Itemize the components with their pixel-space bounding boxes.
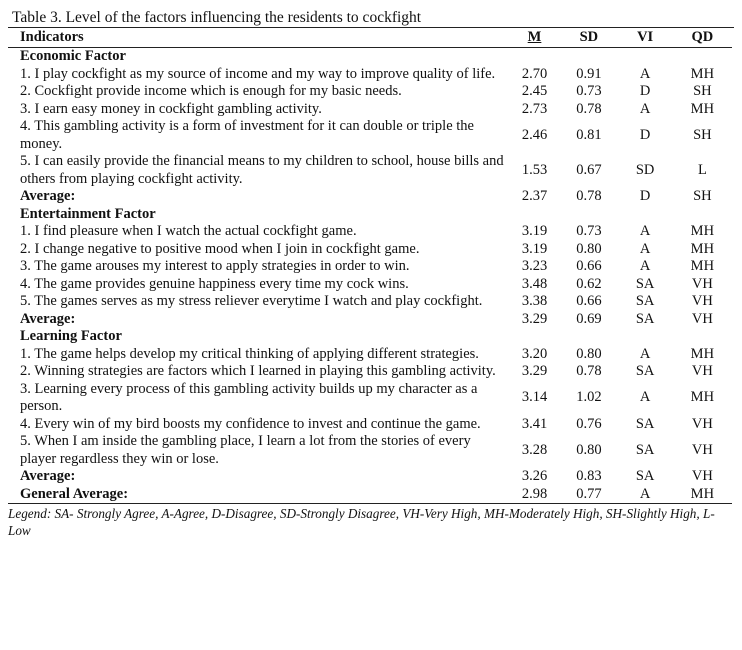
qd-value: VH bbox=[691, 468, 713, 484]
table-row bbox=[8, 258, 732, 276]
qd-value: VH bbox=[691, 363, 713, 379]
mean-value: 3.26 bbox=[521, 468, 548, 484]
table-row bbox=[8, 363, 732, 381]
vi-value: SD bbox=[635, 161, 655, 178]
table-row bbox=[8, 153, 732, 188]
qd-value: SH bbox=[693, 188, 712, 204]
header-qd: QD bbox=[673, 28, 732, 48]
vi-value: D bbox=[639, 126, 651, 143]
sd-value: 0.78 bbox=[576, 188, 602, 204]
mean-value: 3.14 bbox=[521, 389, 548, 406]
qd-value: SH bbox=[693, 126, 712, 143]
vi-value: A bbox=[639, 240, 651, 257]
table-caption: Table 3. Level of the factors influencing the residents to cockfight bbox=[8, 8, 734, 28]
average-row bbox=[8, 188, 732, 206]
qd-value: MH bbox=[690, 240, 715, 257]
section-title: Entertainment Factor bbox=[20, 205, 156, 222]
vi-value: SA bbox=[635, 293, 655, 309]
vi-value: SA bbox=[635, 441, 655, 458]
sd-value: 0.83 bbox=[576, 468, 602, 484]
qd-value: MH bbox=[690, 258, 715, 274]
sd-value: 0.91 bbox=[576, 65, 602, 82]
section-heading-row bbox=[8, 328, 732, 346]
table-row bbox=[8, 293, 732, 311]
vi-value: D bbox=[639, 188, 651, 204]
mean-value: 3.20 bbox=[521, 345, 548, 362]
qd-value: MH bbox=[690, 100, 715, 117]
vi-value: SA bbox=[635, 363, 655, 379]
average-row bbox=[8, 311, 732, 329]
indicator-text: 1. I find pleasure when I watch the actual cockfight game. bbox=[20, 223, 357, 239]
section-title: Learning Factor bbox=[20, 328, 122, 344]
table-row bbox=[8, 118, 732, 153]
section-title: Economic Factor bbox=[20, 48, 126, 64]
vi-value: A bbox=[639, 345, 651, 362]
qd-value: VH bbox=[691, 293, 713, 309]
qd-value: VH bbox=[691, 441, 713, 458]
mean-value: 2.70 bbox=[521, 65, 548, 82]
header-vi: VI bbox=[618, 28, 673, 48]
sd-value: 0.73 bbox=[576, 83, 602, 99]
indicator-text: Average: bbox=[20, 310, 76, 327]
vi-value: SA bbox=[635, 310, 655, 327]
table-row bbox=[8, 416, 732, 434]
mean-value: 2.73 bbox=[521, 100, 548, 117]
table-row bbox=[8, 276, 732, 294]
sd-value: 0.66 bbox=[576, 293, 602, 309]
header-sd: SD bbox=[560, 28, 617, 48]
section-heading-row bbox=[8, 48, 732, 66]
vi-value: A bbox=[639, 65, 651, 82]
mean-value: 2.45 bbox=[521, 83, 548, 99]
sd-value: 0.77 bbox=[560, 486, 617, 504]
sd-value: 0.69 bbox=[576, 310, 602, 327]
vi-value: A bbox=[639, 223, 651, 239]
mean-value: 3.28 bbox=[521, 441, 548, 458]
qd-value: VH bbox=[691, 310, 713, 327]
indicator-text: 3. The game arouses my interest to apply strategies in order to win. bbox=[20, 258, 410, 274]
table-row bbox=[8, 433, 732, 468]
table-row bbox=[8, 223, 732, 241]
sd-value: 0.80 bbox=[576, 345, 602, 362]
mean-value: 3.23 bbox=[521, 258, 548, 274]
mean-value: 2.46 bbox=[521, 126, 548, 143]
sd-value: 0.73 bbox=[576, 223, 602, 239]
indicator-text: General Average: bbox=[8, 486, 509, 504]
indicator-text: 5. I can easily provide the financial means to my children to school, house bills and others from playing cockfight activity. bbox=[20, 153, 504, 187]
qd-value: MH bbox=[690, 389, 715, 406]
table-row bbox=[8, 241, 732, 259]
qd-value: MH bbox=[673, 486, 732, 504]
mean-value: 3.19 bbox=[521, 223, 548, 239]
indicator-text: 5. The games serves as my stress reliever everytime I watch and play cockfight. bbox=[20, 293, 483, 309]
vi-value: A bbox=[639, 389, 651, 406]
qd-value: MH bbox=[690, 223, 715, 239]
qd-value: SH bbox=[693, 83, 712, 99]
section-heading-row bbox=[8, 206, 732, 224]
sd-value: 0.62 bbox=[576, 275, 602, 292]
vi-value: SA bbox=[635, 415, 655, 432]
mean-value: 3.29 bbox=[521, 310, 548, 327]
mean-value: 3.19 bbox=[521, 240, 548, 257]
vi-value: A bbox=[639, 100, 651, 117]
factors-table bbox=[8, 28, 732, 504]
general-average-row bbox=[8, 486, 732, 504]
mean-value: 3.48 bbox=[521, 275, 548, 292]
indicator-text: Average: bbox=[20, 468, 76, 484]
table-row bbox=[8, 381, 732, 416]
qd-value: L bbox=[697, 161, 707, 178]
indicator-text: 4. Every win of my bird boosts my confidence to invest and continue the game. bbox=[20, 415, 481, 432]
indicator-text: 4. The game provides genuine happiness every time my cock wins. bbox=[20, 275, 409, 292]
qd-value: MH bbox=[690, 65, 715, 82]
mean-value: 2.37 bbox=[521, 188, 548, 204]
sd-value: 0.78 bbox=[576, 363, 602, 379]
mean-value: 3.29 bbox=[521, 363, 548, 379]
qd-value: VH bbox=[691, 415, 713, 432]
vi-value: D bbox=[639, 83, 651, 99]
table-header-row bbox=[8, 28, 732, 48]
table-legend: Legend: SA- Strongly Agree, A-Agree, D-Disagree, SD-Strongly Disagree, VH-Very High, MH-Moderately High, SH-Slightly High, L-Low bbox=[8, 506, 715, 538]
indicator-text: Average: bbox=[20, 188, 76, 204]
table-row bbox=[8, 83, 732, 101]
sd-value: 0.76 bbox=[576, 415, 602, 432]
vi-value: A bbox=[618, 486, 673, 504]
sd-value: 0.81 bbox=[576, 126, 602, 143]
sd-value: 0.66 bbox=[576, 258, 602, 274]
vi-value: A bbox=[639, 258, 651, 274]
indicator-text: 5. When I am inside the gambling place, I learn a lot from the stories of every player regardless they win or lose. bbox=[20, 433, 471, 467]
sd-value: 0.78 bbox=[576, 100, 602, 117]
indicator-text: 3. I earn easy money in cockfight gambling activity. bbox=[20, 100, 322, 117]
header-indicators: Indicators bbox=[8, 28, 509, 48]
average-row bbox=[8, 468, 732, 486]
table-row bbox=[8, 101, 732, 119]
indicator-text: 2. Winning strategies are factors which I learned in playing this gambling activity. bbox=[20, 363, 496, 379]
indicator-text: 1. I play cockfight as my source of income and my way to improve quality of life. bbox=[20, 65, 496, 82]
indicator-text: 3. Learning every process of this gambling activity builds up my character as a person. bbox=[20, 380, 478, 414]
header-m: M bbox=[509, 28, 560, 48]
indicator-text: 2. I change negative to positive mood when I join in cockfight game. bbox=[20, 240, 420, 257]
table-row bbox=[8, 346, 732, 364]
mean-value: 2.98 bbox=[509, 486, 560, 504]
sd-value: 0.67 bbox=[576, 161, 602, 178]
qd-value: MH bbox=[690, 345, 715, 362]
indicator-text: 1. The game helps develop my critical thinking of applying different strategies. bbox=[20, 345, 479, 362]
mean-value: 3.41 bbox=[521, 415, 548, 432]
sd-value: 0.80 bbox=[576, 441, 602, 458]
indicator-text: 2. Cockfight provide income which is enough for my basic needs. bbox=[20, 83, 402, 99]
mean-value: 3.38 bbox=[521, 293, 548, 309]
sd-value: 1.02 bbox=[576, 389, 602, 406]
indicator-text: 4. This gambling activity is a form of investment for it can double or triple the money. bbox=[20, 118, 474, 152]
mean-value: 1.53 bbox=[521, 161, 548, 178]
qd-value: VH bbox=[691, 275, 713, 292]
vi-value: SA bbox=[635, 468, 655, 484]
sd-value: 0.80 bbox=[576, 240, 602, 257]
table-row bbox=[8, 66, 732, 84]
vi-value: SA bbox=[635, 275, 655, 292]
